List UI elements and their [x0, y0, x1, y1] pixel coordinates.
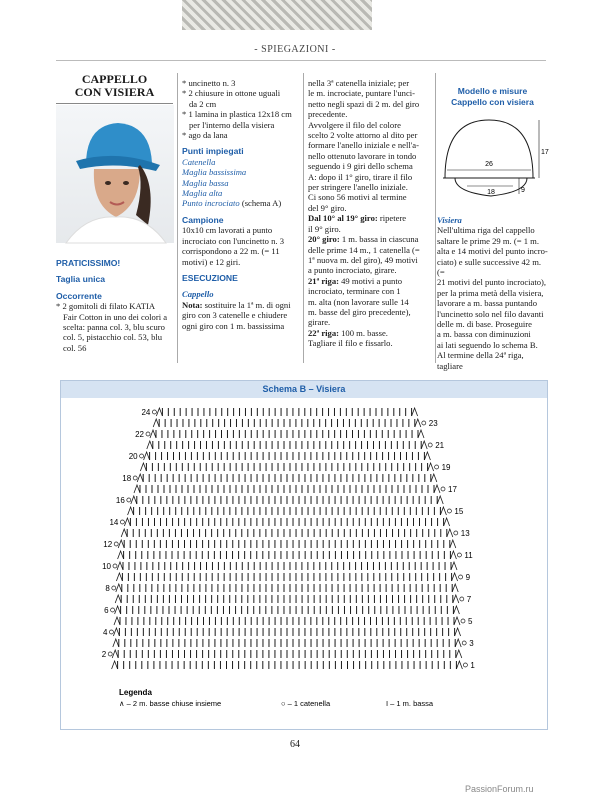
stitch-cross-label: Punto incrociato	[182, 198, 240, 209]
dim-height-label: 17	[541, 149, 549, 156]
legend-item: ○ – 1 catenella	[281, 699, 331, 708]
note-label: Nota:	[182, 299, 203, 310]
row-label-left: 16	[115, 496, 125, 505]
gauge-line: motivi) e 12 giri.	[182, 256, 241, 267]
visor-line: a m. bassa con diminuzioni	[437, 329, 531, 340]
decrease-mark	[150, 430, 156, 438]
chain-mark	[108, 652, 112, 656]
text-line: m. alta (non lavorare sulle 14	[308, 296, 409, 307]
legend-title: Legenda	[119, 688, 152, 697]
row-label-right: 7	[466, 595, 472, 604]
text-line: le m. incrociate, puntare l'unci-	[308, 88, 416, 99]
decrease-mark	[117, 562, 123, 570]
column-2	[182, 78, 299, 331]
gauge-line: 10x10 cm lavorati a punto	[182, 225, 273, 236]
stitch-item: Catenella	[182, 156, 216, 167]
dim-visor-label: 18	[487, 189, 495, 196]
decrease-mark	[147, 441, 153, 449]
chain-mark	[447, 509, 451, 513]
text-line: girare.	[308, 317, 331, 328]
row-label-left: 8	[105, 584, 110, 593]
text-line: A: dopo il 1° giro, tirare il filo	[308, 171, 413, 182]
decrease-mark	[128, 507, 134, 515]
dim-width-label: 26	[485, 161, 493, 168]
stitch-cross-suffix: (schema A)	[239, 198, 282, 209]
row-label-right: 3	[469, 639, 474, 648]
text-line: Ci sono 56 motivi al termine	[308, 192, 407, 203]
chain-mark	[113, 564, 117, 568]
dim-visor-height-label: 9	[521, 187, 525, 194]
tool-line: * 1 lamina in plastica 12x18 cm	[182, 109, 292, 120]
text-line: nella 3ª catenella iniziale; per	[308, 78, 410, 88]
cap-heading: Cappello	[182, 289, 214, 300]
visor-line: Nell'ultima riga del cappello	[437, 225, 535, 236]
decrease-mark	[456, 661, 462, 669]
decrease-mark	[124, 518, 130, 526]
decrease-mark	[412, 408, 418, 416]
note-line: ogni giro con 1 m. bassissima	[182, 320, 285, 331]
model-photo-illustration	[56, 105, 174, 243]
needed-line: scelta: panna col. 3, blu scuro	[63, 322, 165, 333]
tool-line: da 2 cm	[189, 98, 217, 109]
text-line: del 9° giro.	[308, 202, 347, 213]
decrease-mark	[453, 595, 459, 603]
decrease-mark	[455, 639, 461, 647]
section-header: - SPIEGAZIONI -	[254, 44, 336, 55]
stitch-item: Maglia bassa	[182, 177, 229, 188]
decrease-mark	[118, 540, 124, 548]
stitch-item: Maglia bassissima	[182, 167, 247, 178]
chain-mark	[422, 421, 426, 425]
chain-mark	[152, 410, 156, 414]
tool-line: * uncinetto n. 3	[182, 78, 236, 88]
title-line-2: CON VISIERA	[74, 85, 155, 99]
note-line	[182, 300, 299, 310]
needed-line: * 2 gomitoli di filato KATIA	[56, 301, 156, 312]
decrease-mark	[444, 518, 450, 526]
header-rule	[56, 60, 546, 61]
article-title	[56, 73, 173, 104]
text-line: m. basse del giro precedente),	[308, 306, 411, 317]
column-divider	[435, 73, 436, 363]
decrease-mark	[153, 419, 159, 427]
decrease-mark	[428, 463, 434, 471]
chain-mark	[140, 454, 144, 458]
column-divider	[303, 73, 304, 363]
decrease-mark	[116, 584, 122, 592]
tool-line: * 2 chiusure in ottone uguali	[182, 88, 281, 99]
text-line: scelto 2 volte attorno al dito per	[308, 130, 418, 141]
row-label-right: 17	[448, 485, 457, 494]
chain-mark	[111, 608, 115, 612]
decrease-mark	[456, 650, 462, 658]
row-label-left: 18	[122, 474, 132, 483]
decrease-mark	[434, 485, 440, 493]
chain-mark	[133, 476, 137, 480]
text-line: il 9° giro.	[308, 223, 341, 234]
needed-heading: Occorrente	[56, 290, 102, 301]
text-line: 1ª nuova m. del giro), 49 motivi	[308, 254, 418, 265]
decrease-mark	[418, 430, 424, 438]
decorative-lace-band	[182, 0, 372, 30]
visor-line: 21 motivi del punto incrociato),	[437, 277, 547, 288]
chain-mark	[127, 498, 131, 502]
execution-heading: ESECUZIONE	[182, 272, 238, 283]
decrease-mark	[452, 573, 458, 581]
decrease-mark	[451, 562, 457, 570]
model-title-line-2: Cappello con visiera	[451, 97, 534, 107]
decrease-mark	[454, 617, 460, 625]
decrease-mark	[112, 650, 118, 658]
decrease-mark	[134, 485, 140, 493]
text-line: precedente.	[308, 109, 348, 120]
row-label-right: 13	[460, 529, 470, 538]
stitch-item-cross	[182, 198, 299, 208]
chain-mark	[461, 619, 465, 623]
round-10-line	[308, 213, 430, 223]
chain-mark	[441, 487, 445, 491]
row-label-left: 10	[102, 562, 111, 571]
decrease-mark	[118, 551, 124, 559]
text-line: per stringere l'anello iniziale.	[308, 182, 408, 193]
row-21-text: 49 motivi a punto	[338, 275, 403, 286]
text-line: seguendo i 9 giri dello schema	[308, 161, 413, 172]
chain-mark	[462, 641, 466, 645]
chain-mark	[428, 443, 432, 447]
text-line: Tagliare il filo e fissarlo.	[308, 338, 393, 349]
gauge-heading: Campione	[182, 214, 224, 225]
decrease-mark	[137, 474, 143, 482]
visor-line: per la prima metà della visiera,	[437, 287, 544, 298]
size-label: Taglia unica	[56, 274, 106, 285]
model-title	[441, 86, 544, 108]
text-line: delle prime 14 m., 1 catenella (=	[308, 244, 420, 255]
row-label-left: 2	[101, 650, 107, 659]
chain-mark	[112, 586, 116, 590]
row-label-left: 20	[128, 452, 138, 461]
round-20-line	[308, 234, 430, 244]
visor-line: lavorare a m. bassa puntando	[437, 298, 537, 309]
chain-mark	[435, 465, 439, 469]
row-22-label: 22ª riga:	[308, 327, 339, 338]
schema-b-title: Schema B – Visiera	[61, 381, 547, 398]
text-line: a punto incrociato, girare.	[308, 265, 397, 276]
legend-item: ∧ – 2 m. basse chiuse insieme	[119, 699, 222, 708]
decrease-mark	[115, 595, 121, 603]
row-label-right: 15	[454, 507, 464, 516]
decrease-mark	[113, 639, 119, 647]
text-line: Avvolgere il filo del colore	[308, 119, 401, 130]
row-label-left: 12	[103, 540, 113, 549]
text-line: netto negli spazi di 2 m. del giro	[308, 98, 420, 109]
decrease-mark	[437, 496, 443, 504]
visor-line: Al termine della 24ª riga, tagliare	[437, 350, 524, 371]
column-1	[56, 252, 174, 353]
decrease-mark	[450, 551, 456, 559]
gauge-line: corrispondono a 22 m. (= 11	[182, 246, 280, 257]
stitches-heading: Punti impiegati	[182, 146, 244, 157]
note-line: giro con 3 catenelle e chiudere	[182, 310, 288, 321]
decrease-mark	[144, 452, 150, 460]
needed-line: col. 5, pistacchio col. 53, blu	[63, 332, 163, 343]
decrease-mark	[421, 441, 427, 449]
chain-mark	[463, 663, 467, 667]
decrease-mark	[440, 507, 446, 515]
column-4	[437, 215, 549, 371]
chain-mark	[109, 630, 113, 634]
model-photo	[56, 105, 174, 243]
row-label-left: 14	[109, 518, 119, 527]
gauge-line: incrociato con l'uncinetto n. 3	[182, 235, 285, 246]
watermark: PassionForum.ru	[465, 784, 534, 794]
chain-mark	[120, 520, 124, 524]
needed-line: col. 56	[63, 342, 87, 353]
model-measures	[441, 86, 549, 214]
row-label-left: 24	[141, 408, 151, 417]
decrease-mark	[431, 474, 437, 482]
stitch-item: Maglia alta	[182, 188, 223, 199]
row-label-right: 11	[464, 551, 473, 560]
row-label-left: 6	[104, 606, 109, 615]
decrease-mark	[116, 573, 122, 581]
visor-heading: Visiera	[437, 215, 462, 225]
tool-line: per l'interno della visiera	[189, 119, 275, 130]
decrease-mark	[115, 606, 121, 614]
legend-item: I – 1 m. bassa	[386, 699, 434, 708]
row-label-right: 5	[468, 617, 473, 626]
decrease-mark	[113, 628, 119, 636]
row-22-text: 100 m. basse.	[338, 327, 388, 338]
note-text: sostituire la 1ª m. di ogni	[202, 299, 291, 310]
decrease-mark	[156, 408, 162, 416]
round-10-label: Dal 10° al 19° giro:	[308, 213, 378, 224]
chain-mark	[146, 432, 150, 436]
model-title-line-1: Modello e misure	[457, 86, 528, 96]
chain-mark	[457, 553, 461, 557]
round-10-text: ripetere	[377, 213, 407, 224]
visor-line: delle m. di base. Proseguire	[437, 319, 532, 330]
round-20-label: 20° giro:	[308, 234, 340, 245]
decrease-mark	[453, 606, 459, 614]
row-label-left: 22	[135, 430, 144, 439]
decrease-mark	[140, 463, 146, 471]
row-label-right: 23	[428, 419, 438, 428]
text-line: formare l'anello iniziale e nell'a-	[308, 140, 419, 151]
row-21-label: 21ª riga:	[308, 275, 339, 286]
decrease-mark	[424, 452, 430, 460]
visor-line: saltare le prime 29 m. (= 1 m.	[437, 235, 539, 246]
row-label-right: 1	[470, 661, 475, 670]
needed-line: Fair Cotton in uno dei colori a	[63, 311, 168, 322]
chain-mark	[459, 575, 463, 579]
row-label-right: 21	[435, 441, 445, 450]
decrease-mark	[447, 529, 453, 537]
tool-line: * ago da lana	[182, 130, 228, 141]
schema-b-diagram	[61, 399, 547, 729]
difficulty-label: PRATICISSIMO!	[56, 258, 121, 268]
row-22-line	[308, 328, 430, 338]
visor-line: alta e 14 motivi del punto incro-	[437, 246, 548, 257]
page-number: 64	[290, 739, 300, 750]
row-label-left: 4	[102, 628, 108, 637]
visor-line: ciato) e sulle successive 42 m. (=	[437, 256, 542, 278]
row-label-right: 19	[441, 463, 451, 472]
visor-line: ai lati seguendo lo schema B.	[437, 339, 538, 350]
row-label-right: 9	[465, 573, 471, 582]
cap-measure-diagram	[441, 114, 549, 209]
decrease-mark	[455, 628, 461, 636]
decrease-mark	[415, 419, 421, 427]
chain-mark	[114, 542, 118, 546]
schema-b-box	[60, 380, 548, 730]
column-divider	[177, 73, 178, 363]
decrease-mark	[112, 661, 118, 669]
decrease-mark	[450, 540, 456, 548]
chain-mark	[454, 531, 458, 535]
decrease-mark	[121, 529, 127, 537]
title-line-1: CAPPELLO	[81, 72, 148, 86]
decrease-mark	[452, 584, 458, 592]
decrease-mark	[114, 617, 120, 625]
decrease-mark	[131, 496, 137, 504]
text-line: nello ottenuto lavorare in tondo	[308, 150, 417, 161]
chain-mark	[460, 597, 464, 601]
row-21-line	[308, 276, 430, 286]
visor-line: l'uncinetto solo nel filo davanti	[437, 308, 544, 319]
column-3	[308, 78, 430, 349]
text-line: incrociato, terminare con 1	[308, 286, 401, 297]
round-20-text: 1 m. bassa in ciascuna	[339, 234, 419, 245]
